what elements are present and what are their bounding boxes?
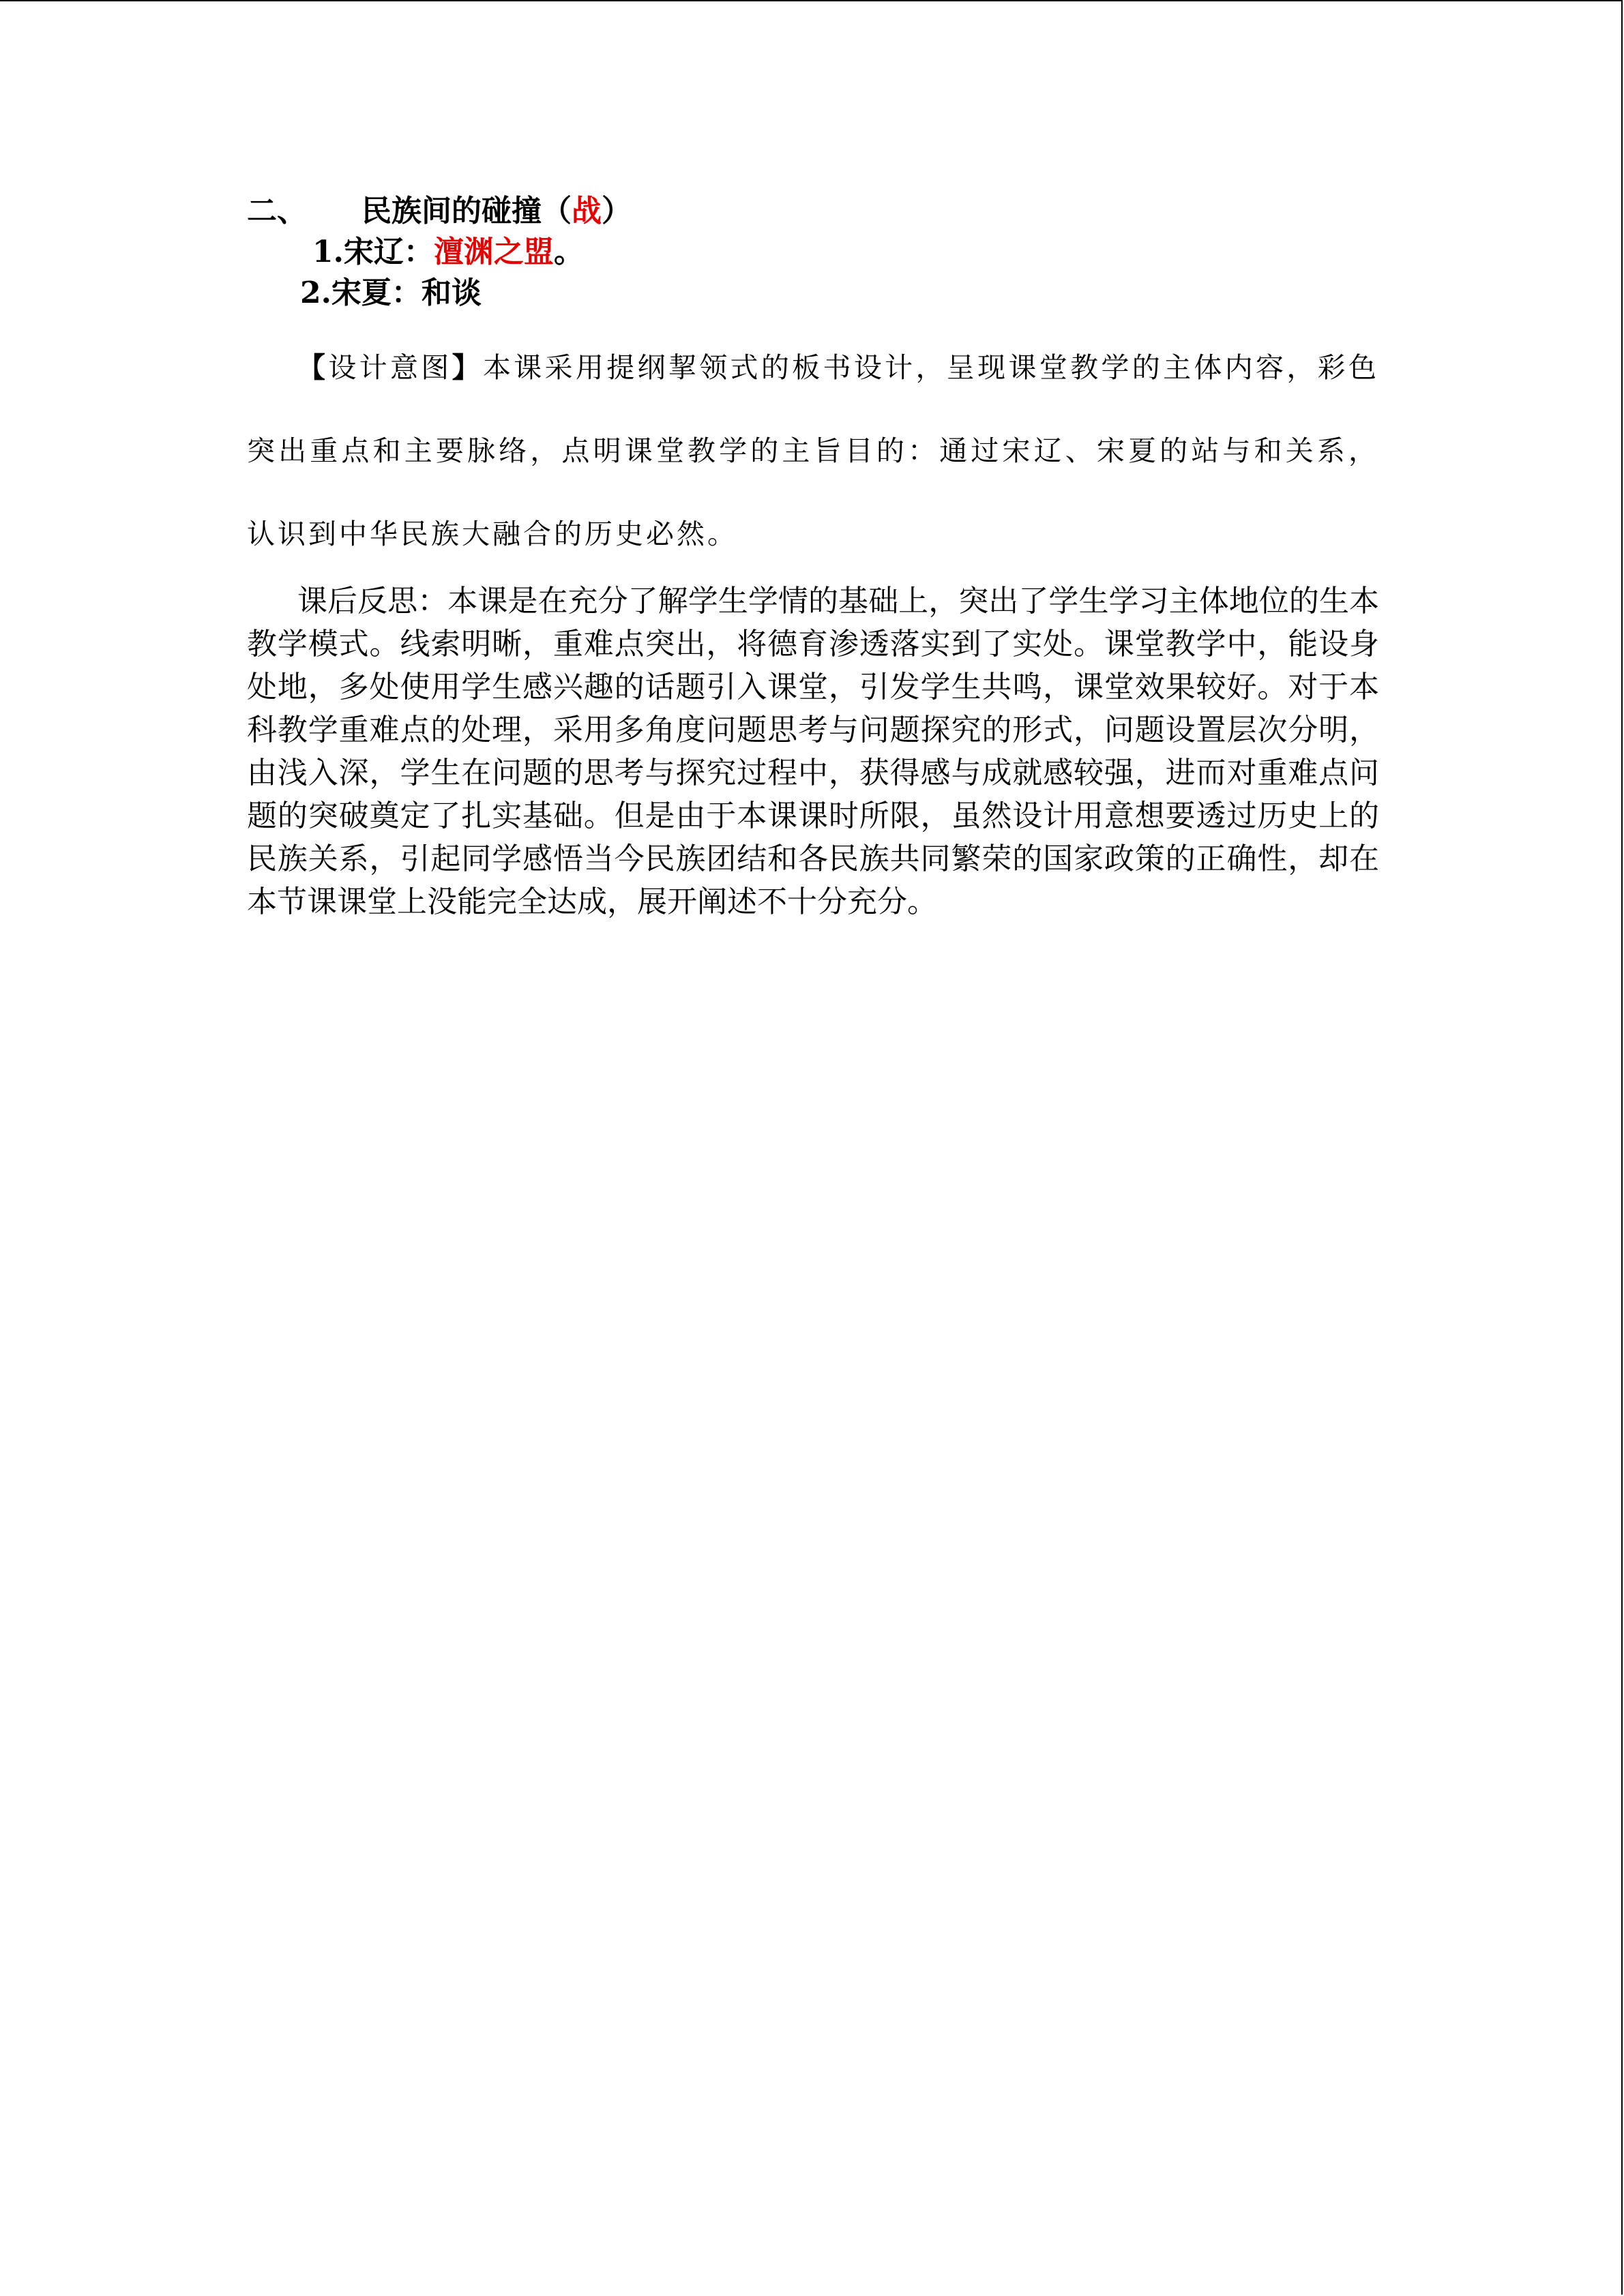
section-heading (247, 191, 1379, 232)
section-title-prefix: 民族间的碰撞（ (361, 194, 572, 228)
item-label: 2.宋夏：和谈 (300, 275, 482, 310)
list-item-song-liao (247, 232, 1379, 273)
section-number: 二、 (247, 194, 307, 228)
design-text: 本课采用提纲挈领式的板书设计，呈现课堂教学的主体内容，彩色突出重点和主要脉络，点明课堂教学的主旨目的：通过宋辽、宋夏的站与和关系，认识到中华民族大融合的历史必然。 (247, 351, 1380, 550)
item-label: 1.宋辽： (312, 235, 434, 269)
list-item-song-xia (247, 273, 1379, 314)
section-title-suffix: ） (602, 194, 632, 228)
design-bracket-close: 】 (452, 351, 483, 384)
design-bracket-open: 【 (297, 351, 329, 384)
design-label: 设计意图 (328, 351, 452, 384)
item-highlight: 澶渊之盟 (433, 235, 554, 269)
document-body (247, 191, 1379, 923)
reflection-paragraph: 课后反思：本课是在充分了解学生学情的基础上，突出了学生学习主体地位的生本教学模式。线索明晰，重难点突出，将德育渗透落实到了实处。课堂教学中，能设身处地，多处使用学生感兴趣的话题引入课堂，引发学生共鸣，课堂效果较好。对于本科教学重难点的处理，采用多角度问题思考与问题探究的形式，问题设置层次分明，由浅入深，学生在问题的思考与探究过程中，获得感与成就感较强，进而对重难点问题的突破奠定了扎实基础。但是由于本课课时所限，虽然设计用意想要透过历史上的民族关系，引起同学感悟当今民族团结和各民族共同繁荣的国家政策的正确性，却在本节课课堂上没能完全达成，展开阐述不十分充分。 (247, 584, 1379, 919)
item-suffix: 。 (553, 235, 584, 269)
design-intent-paragraph (247, 326, 1379, 576)
section-title-highlight: 战 (572, 194, 602, 228)
